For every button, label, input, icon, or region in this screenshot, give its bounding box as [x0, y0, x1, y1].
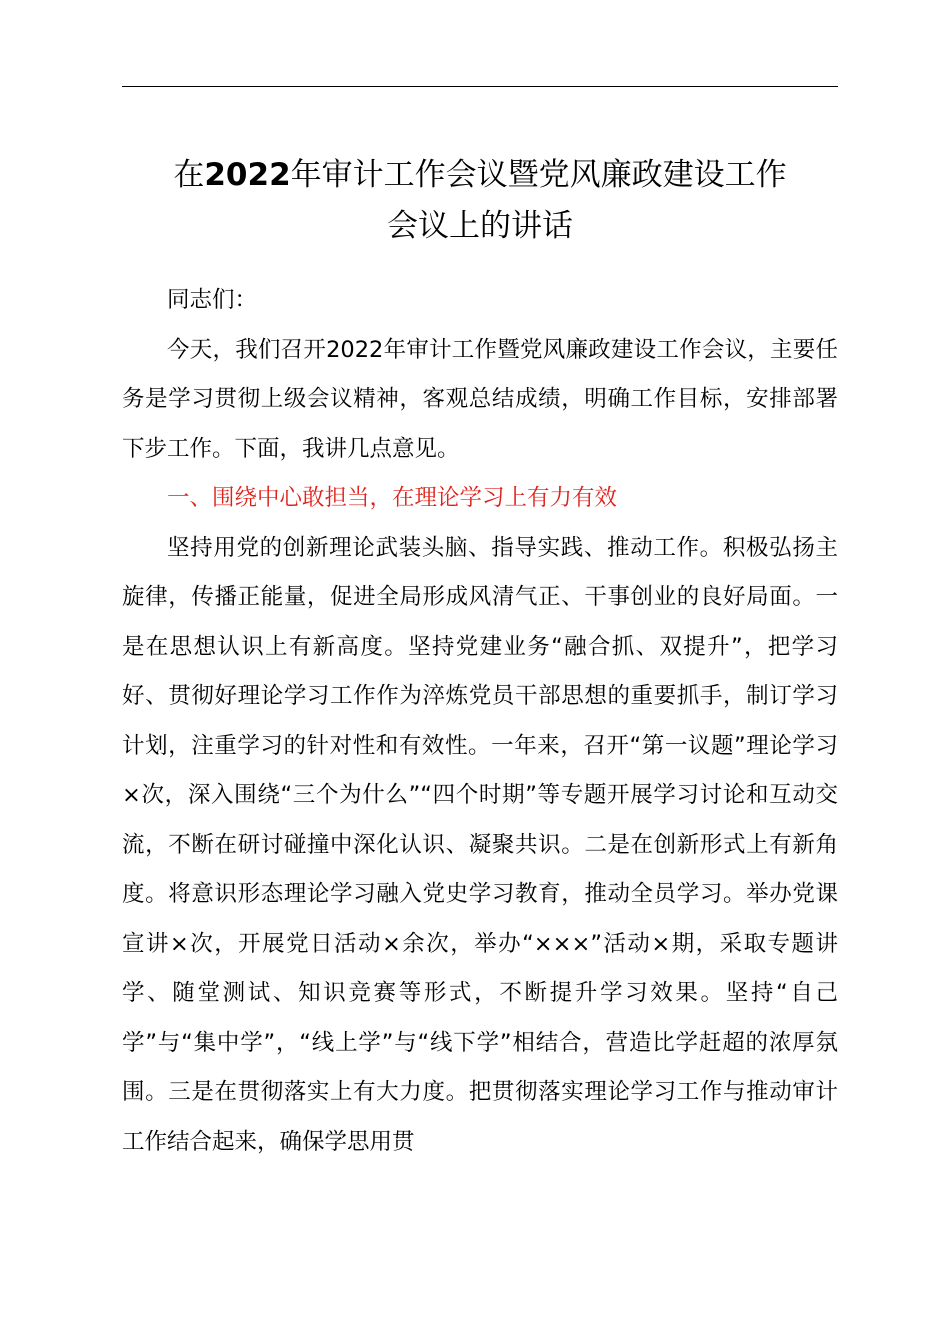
intro-paragraph: 今天，我们召开2022年审计工作暨党风廉政建设工作会议，主要任务是学习贯彻上级会议精神，客观总结成绩，明确工作目标，安排部署下步工作。下面，我讲几点意见。: [122, 336, 838, 462]
title-year: 2022: [204, 157, 291, 193]
header-rule: [122, 86, 838, 87]
title-suffix: 年审计工作会议暨党风廉政建设工作: [290, 157, 787, 193]
greeting-paragraph: 同志们：: [167, 287, 258, 313]
section-1-paragraph: 坚持用党的创新理论武装头脑、指导实践、推动工作。积极弘扬主旋律，传播正能量，促进全局形成风清气正、干事创业的良好局面。一是在思想认识上有新高度。坚持党建业务“融合抓、双提升”，把学习好、贯彻好理论学习工作作为淬炼党员干部思想的重要抓手，制订学习计划，注重学习的针对性和有效性。一年来，召开“第一议题”理论学习×次，深入围绕“三个为什么”“四个时期”等专题开展学习讨论和互动交流，不断在研讨碰撞中深化认识、凝聚共识。二是在创新形式上有新角度。将意识形态理论学习融入党史学习教育，推动全员学习。举办党课宣讲×次，开展党日活动×余次，举办“×××”活动×期，采取专题讲学、随堂测试、知识竞赛等形式，不断提升学习效果。坚持“自己学”与“集中学”，“线上学”与“线下学”相结合，营造比学赶超的浓厚氛围。三是在贯彻落实上有大力度。把贯彻落实理论学习工作与推动审计工作结合起来，确保学思用贯: [122, 534, 838, 1155]
section-1-heading: 一、围绕中心敢担当，在理论学习上有力有效: [167, 485, 618, 511]
title-prefix: 在: [173, 157, 205, 193]
document-body: [122, 276, 838, 1167]
title-line-2: 会议上的讲话: [387, 208, 573, 244]
title-line-1: [110, 150, 850, 201]
document-title: [110, 150, 850, 252]
